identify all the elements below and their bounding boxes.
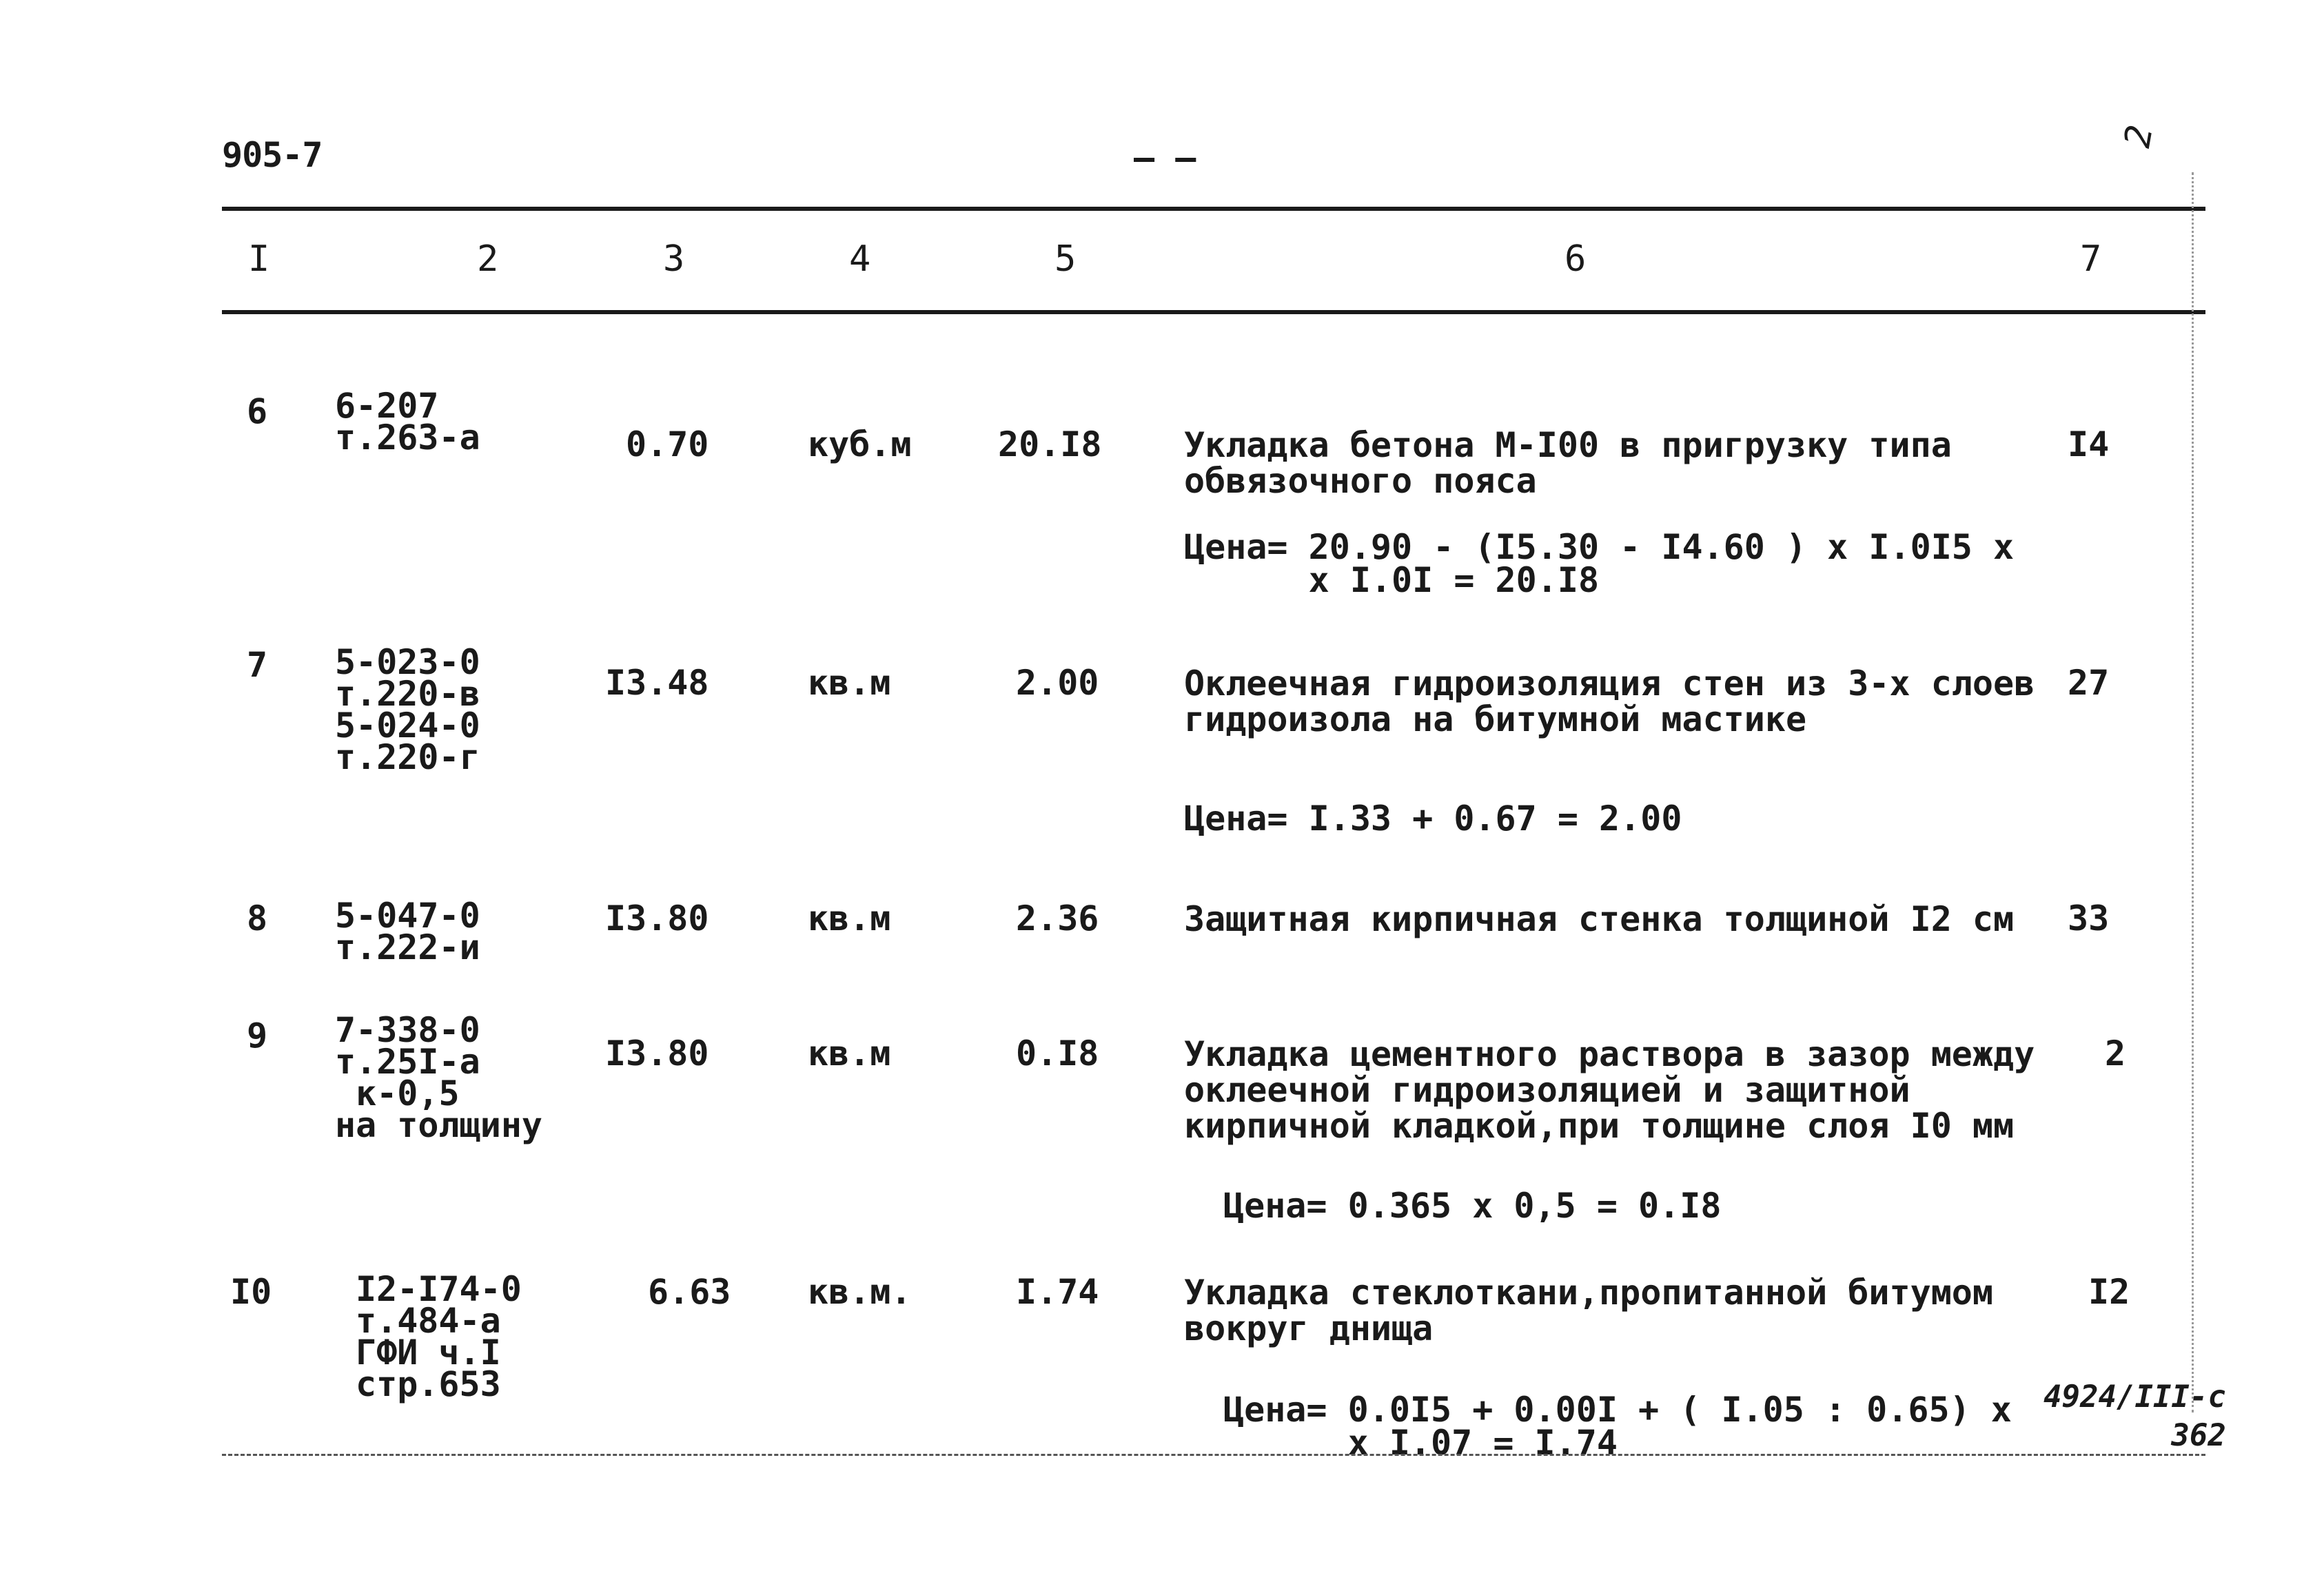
table-header-rule [222,310,2205,314]
row-unit-price: 0.I8 [1016,1034,1099,1073]
row-reference: 7-338-0 т.25I-а к-0,5 на толщину [335,1010,543,1145]
row-total: 27 [2068,663,2110,703]
row-price-calculation: Цена= 0.365 x 0,5 = 0.I8 [1223,1186,1722,1226]
row-quantity: 6.63 [648,1272,731,1312]
row-unit: кв.м [808,1034,891,1073]
row-reference: 6-207 т.263-а [335,386,480,458]
row-unit: куб.м [808,424,912,464]
row-total: 33 [2068,898,2110,938]
row-unit: кв.м. [808,1272,912,1312]
row-quantity: I3.80 [605,898,709,938]
row-number: 9 [247,1016,268,1056]
right-margin-ticks [2192,172,2194,1412]
row-unit-price: 20.I8 [998,424,1102,464]
row-quantity: 0.70 [626,424,709,464]
table-top-rule [222,207,2205,211]
row-total: I2 [2088,1272,2130,1312]
row-number: 8 [247,898,268,938]
row-unit-price: 2.00 [1016,663,1099,703]
column-header-5: 5 [1054,238,1077,280]
row-unit: кв.м [808,663,891,703]
row-description: Защитная кирпичная стенка толщиной I2 см [1184,899,2015,939]
row-price-calculation: Цена= I.33 + 0.67 = 2.00 [1184,799,1682,839]
column-header-2: 2 [477,238,499,280]
column-header-3: 3 [663,238,685,280]
row-reference: 5-023-0 т.220-в 5-024-0 т.220-г [335,642,480,777]
column-header-1: I [248,238,270,280]
row-description: Оклеечная гидроизоляция стен из 3-х слоев гидроизола на битумной мастике [1184,664,2035,739]
column-header-6: 6 [1564,238,1587,280]
row-total: 2 [2105,1034,2126,1073]
stamp-sheet-number: 362 [2171,1418,2226,1453]
row-description: Укладка стеклоткани,пропитанной битумом вокруг днища [1184,1273,1993,1348]
row-total: I4 [2068,424,2110,464]
row-price-calculation: Цена= 20.90 - (I5.30 - I4.60 ) x I.0I5 x x I.0I = 20.I8 [1184,527,2015,600]
row-unit: кв.м [808,898,891,938]
column-header-4: 4 [849,238,871,280]
row-number: I0 [230,1272,272,1312]
column-header-7: 7 [2080,238,2102,280]
document-code: 905-7 [222,135,323,175]
bottom-rule [222,1454,2205,1456]
row-description: Укладка цементного раствора в зазор между оклеечной гидроизоляцией и защитной кирпичной кладкой,при толщине слоя I0 мм [1184,1034,2035,1146]
stamp-code: 4924/III-с [2043,1379,2226,1415]
row-description: Укладка бетона М-I00 в пригрузку типа обвязочного пояса [1184,425,1952,501]
row-price-calculation: Цена= 0.0I5 + 0.00I + ( I.05 : 0.65) x x I.07 = I.74 [1223,1390,2012,1463]
header-dashes: – – [1134,138,1196,178]
row-number: 7 [247,645,268,685]
document-stamp [2043,1378,2226,1455]
row-reference: I2-I74-0 т.484-а ГФИ ч.I стр.653 [356,1269,522,1404]
row-quantity: I3.80 [605,1034,709,1073]
row-quantity: I3.48 [605,663,709,703]
row-unit-price: 2.36 [1016,898,1099,938]
page-number-mark: 2 [2117,122,2161,151]
row-reference: 5-047-0 т.222-и [335,896,480,967]
row-unit-price: I.74 [1016,1272,1099,1312]
row-number: 6 [247,391,268,431]
